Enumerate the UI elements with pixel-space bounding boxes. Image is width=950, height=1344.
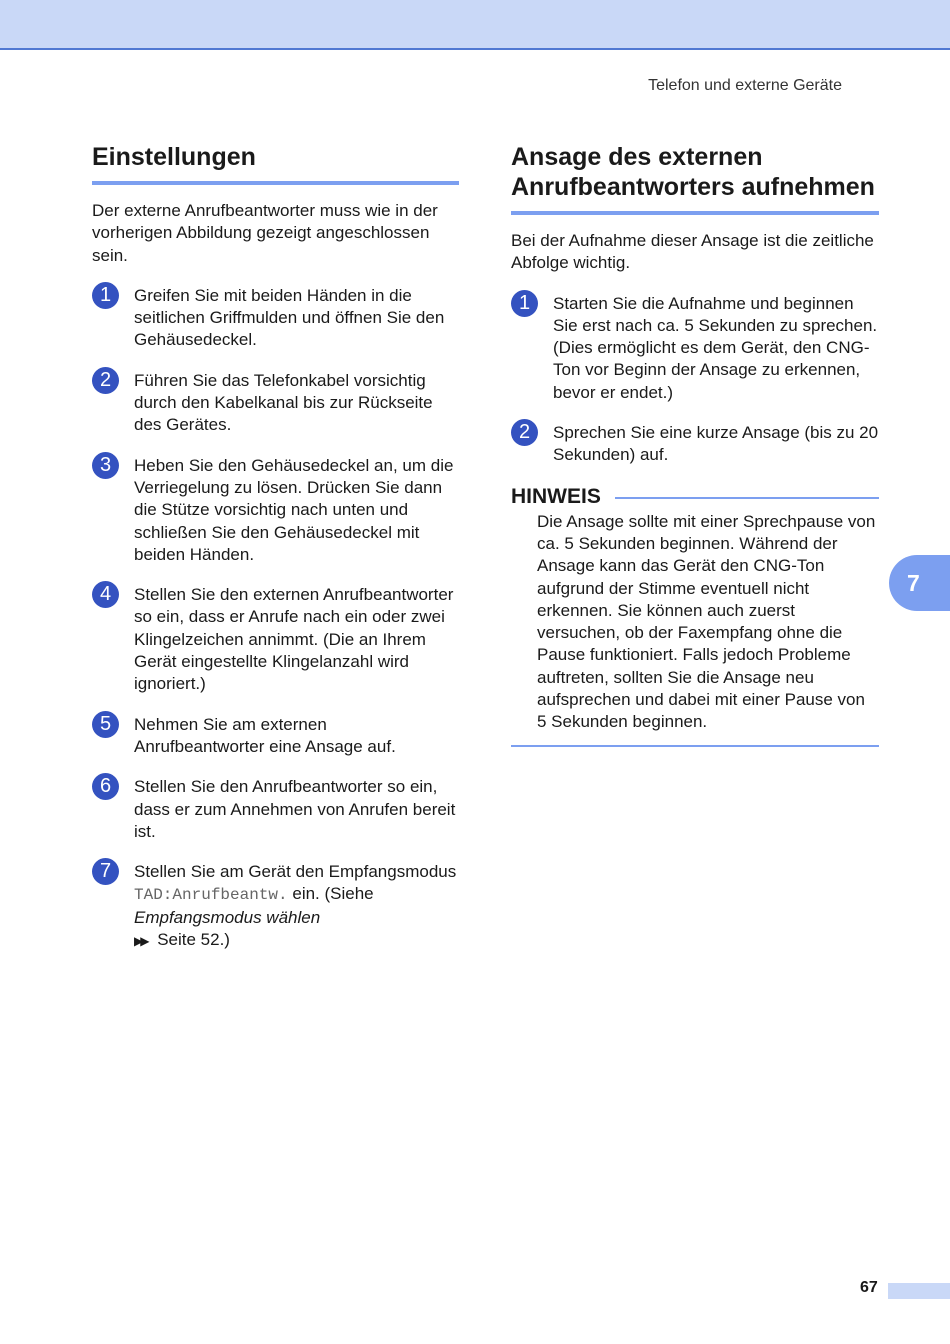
note-bottom-rule [511, 745, 879, 747]
right-column [511, 142, 879, 747]
step-list [92, 285, 459, 952]
step-number-badge: 2 [511, 419, 538, 446]
chapter-tab: 7 [889, 555, 950, 611]
section-title-announcement: Ansage des externen Anrufbeantworters aufnehmen [511, 143, 875, 201]
cross-reference-page[interactable]: Seite 52.) [157, 930, 230, 950]
step-list [511, 293, 879, 467]
section-rule [511, 211, 879, 215]
step-text: Starten Sie die Aufnahme und beginnen Sie erst nach ca. 5 Sekunden zu sprechen. (Dies ermöglicht es dem Gerät, den CNG-Ton vor Beginn der Ansage zu erkennen, bevor er endet.) [553, 293, 878, 402]
page-number-bar [888, 1283, 950, 1299]
step-item [92, 776, 459, 843]
step-text [134, 861, 459, 952]
section-title-settings: Einstellungen [92, 143, 256, 171]
step-text: Nehmen Sie am externen Anrufbeantworter eine Ansage auf. [134, 714, 396, 756]
left-column [92, 142, 459, 970]
step-item [511, 422, 879, 467]
note-header [511, 485, 879, 509]
section-intro: Bei der Aufnahme dieser Ansage ist die zeitliche Abfolge wichtig. [511, 231, 874, 273]
step-item [92, 714, 459, 759]
header-band [0, 0, 950, 50]
step-number-badge: 3 [92, 452, 119, 479]
step-number-badge: 1 [92, 282, 119, 309]
step-item [92, 455, 459, 566]
step-text-mid: ein. (Siehe [292, 884, 374, 904]
step-item [92, 285, 459, 352]
step-number-badge: 6 [92, 773, 119, 800]
step-text: Führen Sie das Telefonkabel vorsichtig durch den Kabelkanal bis zur Rückseite des Gerätes. [134, 370, 433, 435]
step-number-badge: 4 [92, 581, 119, 608]
step-number-badge: 5 [92, 711, 119, 738]
step-text: Stellen Sie den Anrufbeantworter so ein, dass er zum Annehmen von Anrufen bereit ist. [134, 777, 456, 841]
note-title: HINWEIS [511, 484, 601, 508]
section-intro: Der externe Anrufbeantworter muss wie in der vorherigen Abbildung gezeigt angeschlossen sein. [92, 201, 438, 265]
step-item [511, 293, 879, 404]
step-number-badge: 1 [511, 290, 538, 317]
step-item [92, 584, 459, 695]
page-number: 67 [860, 1279, 878, 1296]
note-title-rule [615, 497, 879, 499]
receive-mode-value: TAD:Anrufbeantw. [134, 886, 288, 905]
note-text: Die Ansage sollte mit einer Sprechpause von ca. 5 Sekunden beginnen. Während der Ansage kann das Gerät den CNG-Ton aufgrund der Stimme eventuell nicht erkennen. Sie können auch zuerst versuchen, ob der Faxempfang ohne die Pause funktioniert. Falls jedoch Probleme auftreten, sollten Sie die Ansage neu aufsprechen und dabei mit einer Pause von 5 Sekunden beginnen. [537, 511, 876, 732]
step-text: Greifen Sie mit beiden Händen in die seitlichen Griffmulden und öffnen Sie den Gehäusedeckel. [134, 285, 445, 350]
note-box [511, 485, 879, 747]
step-number-badge: 2 [92, 367, 119, 394]
step-text-before: Stellen Sie am Gerät den Empfangsmodus [134, 862, 457, 882]
step-number-badge: 7 [92, 858, 119, 885]
running-title: Telefon und externe Geräte [648, 77, 842, 94]
step-item [92, 370, 459, 437]
section-rule [92, 181, 459, 185]
double-arrow-icon: ▶▶ [134, 934, 147, 949]
step-text: Stellen Sie den externen Anrufbeantworter so ein, dass er Anrufe nach ein oder zwei Klingelzeichen annimmt. (Die an Ihrem Gerät eingestellte Klingelanzahl wird ignoriert.) [134, 585, 454, 694]
step-text: Sprechen Sie eine kurze Ansage (bis zu 20 Sekunden) auf. [553, 423, 879, 465]
step-text: Heben Sie den Gehäusedeckel an, um die Verriegelung zu lösen. Drücken Sie dann die Stütze vorsichtig nach unten und schließen Sie den Gehäusedeckel mit beiden Händen. [134, 455, 454, 564]
step-item [92, 861, 459, 952]
cross-reference-title[interactable]: Empfangsmodus wählen [134, 907, 321, 927]
